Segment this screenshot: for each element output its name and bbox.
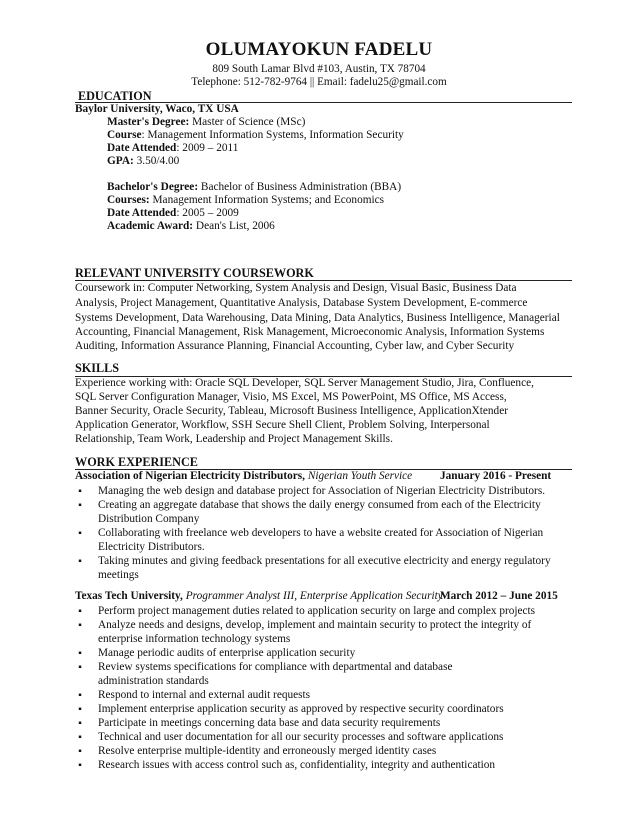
job1-bullet: Managing the web design and database project for Association of Nigerian Electricity Distributors. [98, 485, 546, 497]
job2-bullet-cont: administration standards [98, 675, 209, 687]
skills-line: Relationship, Team Work, Leadership and Project Management Skills. [75, 433, 393, 445]
coursework-heading: RELEVANT UNIVERSITY COURSEWORK [75, 266, 314, 280]
job1-bullet: Creating an aggregate database that shows the daily energy consumed from each of the Electricity [98, 499, 541, 511]
bachelors-date [107, 207, 239, 220]
bachelors-date-value: : 2005 – 2009 [176, 207, 239, 219]
skills-line: Experience working with: Oracle SQL Developer, SQL Server Management Studio, Jira, Confluence, [75, 377, 534, 389]
masters-course-label: Course [107, 129, 142, 141]
job1-dates: January 2016 - Present [440, 470, 552, 482]
skills-heading: SKILLS [75, 361, 120, 375]
job2-bullet: Manage periodic audits of enterprise application security [98, 647, 356, 659]
bullet-icon: ▪ [78, 556, 82, 567]
bullet-icon: ▪ [78, 528, 82, 539]
job1-role: Nigerian Youth Service [307, 470, 413, 482]
masters-course-value: : Management Information Systems, Information Security [141, 129, 404, 141]
gpa-value: 3.50/4.00 [136, 155, 180, 167]
bachelors-courses [107, 194, 384, 207]
job2-employer: Texas Tech University, [75, 590, 183, 602]
job2-bullet: Analyze needs and designs, develop, implement and maintain security to protect the integrity of [98, 619, 532, 631]
masters-gpa [107, 155, 179, 168]
bullet-icon: ▪ [78, 648, 82, 659]
job2-dates: March 2012 – June 2015 [440, 590, 558, 602]
job1-bullet-cont: Electricity Distributors. [98, 541, 205, 553]
bachelors-degree-value: Bachelor of Business Administration (BBA) [200, 181, 402, 193]
bullet-icon: ▪ [78, 732, 82, 743]
coursework-line: Accounting, Financial Management, Risk Management, Microeconomic Analysis, Information Systems [75, 326, 545, 338]
bachelors-degree [107, 181, 401, 194]
job1-header [75, 470, 412, 483]
job2-bullet: Respond to internal and external audit requests [98, 689, 311, 701]
bullet-icon: ▪ [78, 662, 82, 673]
work-heading: WORK EXPERIENCE [75, 455, 198, 469]
skills-line: SQL Server Configuration Manager, Visio, MS Excel, MS PowerPoint, MS Office, MS Access, [75, 391, 507, 403]
award-value: Dean's List, 2006 [195, 220, 275, 232]
coursework-rule [75, 280, 572, 281]
gpa-label: GPA: [107, 155, 134, 167]
bullet-icon: ▪ [78, 704, 82, 715]
job2-bullet: Resolve enterprise multiple-identity and erroneously merged identity cases [98, 745, 437, 757]
contact-line: Telephone: 512-782-9764 || Email: fadelu25@gmail.com [191, 76, 447, 88]
bullet-icon: ▪ [78, 760, 82, 771]
job2-bullet: Research issues with access control such as, confidentiality, integrity and authentication [98, 759, 496, 771]
masters-degree-label: Master's Degree: [107, 116, 190, 128]
job2-bullet: Review systems specifications for compliance with departmental and database [98, 661, 453, 673]
bullet-icon: ▪ [78, 690, 82, 701]
bachelors-date-label: Date Attended [107, 207, 177, 219]
education-heading: EDUCATION [78, 89, 152, 103]
job2-bullet: Participate in meetings concerning data base and data security requirements [98, 717, 441, 729]
bachelors-courses-label: Courses: [107, 194, 150, 206]
job2-bullet-cont: enterprise information technology systems [98, 633, 291, 645]
job2-bullet: Perform project management duties related to application security on large and complex projects [98, 605, 536, 617]
masters-degree [107, 116, 305, 129]
job1-bullet-cont: Distribution Company [98, 513, 200, 525]
award-label: Academic Award: [107, 220, 194, 232]
bullet-icon: ▪ [78, 486, 82, 497]
academic-award [107, 220, 275, 233]
school-name: Baylor University, Waco, TX USA [75, 103, 239, 115]
job2-role: Programmer Analyst III, Enterprise Application Security [185, 590, 443, 602]
coursework-line: Analysis, Project Management, Quantitative Analysis, Database System Development, E-commerce [75, 297, 528, 309]
address-line: 809 South Lamar Blvd #103, Austin, TX 78704 [212, 63, 426, 75]
job2-header [75, 590, 443, 603]
job1-bullet: Collaborating with freelance web developers to have a website created for Association of Nigerian [98, 527, 544, 539]
bullet-icon: ▪ [78, 606, 82, 617]
masters-course [107, 129, 404, 142]
skills-line: Application Generator, Workflow, SSH Secure Shell Client, Problem Solving, Interpersonal [75, 419, 490, 431]
bullet-icon: ▪ [78, 500, 82, 511]
bullet-icon: ▪ [78, 718, 82, 729]
bachelors-degree-label: Bachelor's Degree: [107, 181, 199, 193]
skills-line: Banner Security, Oracle Security, Tableau, Microsoft Business Intelligence, ApplicationXtender [75, 405, 508, 417]
job1-bullet: Taking minutes and giving feedback presentations for all executive electricity and energy regulatory [98, 555, 551, 567]
job2-bullet: Implement enterprise application security as approved by respective security coordinators [98, 703, 504, 715]
coursework-line: Auditing, Information Assurance Planning, Financial Accounting, Cyber law, and Cyber Security [75, 340, 515, 352]
coursework-line: Coursework in: Computer Networking, System Analysis and Design, Visual Basic, Business Data [75, 282, 517, 294]
job1-employer: Association of Nigerian Electricity Distributors, [75, 470, 305, 482]
masters-degree-value: Master of Science (MSc) [192, 116, 306, 128]
masters-date-label: Date Attended [107, 142, 177, 154]
candidate-name: OLUMAYOKUN FADELU [205, 39, 433, 60]
bullet-icon: ▪ [78, 620, 82, 631]
job2-bullet: Technical and user documentation for all our security processes and software applications [98, 731, 504, 743]
job1-bullet-cont: meetings [98, 569, 139, 581]
bullet-icon: ▪ [78, 746, 82, 757]
bachelors-courses-value: Management Information Systems; and Economics [152, 194, 385, 206]
coursework-line: Systems Development, Data Warehousing, Data Mining, Data Analytics, Business Intelligence, Managerial [75, 312, 560, 324]
masters-date-value: : 2009 – 2011 [176, 142, 239, 154]
masters-date [107, 142, 238, 155]
